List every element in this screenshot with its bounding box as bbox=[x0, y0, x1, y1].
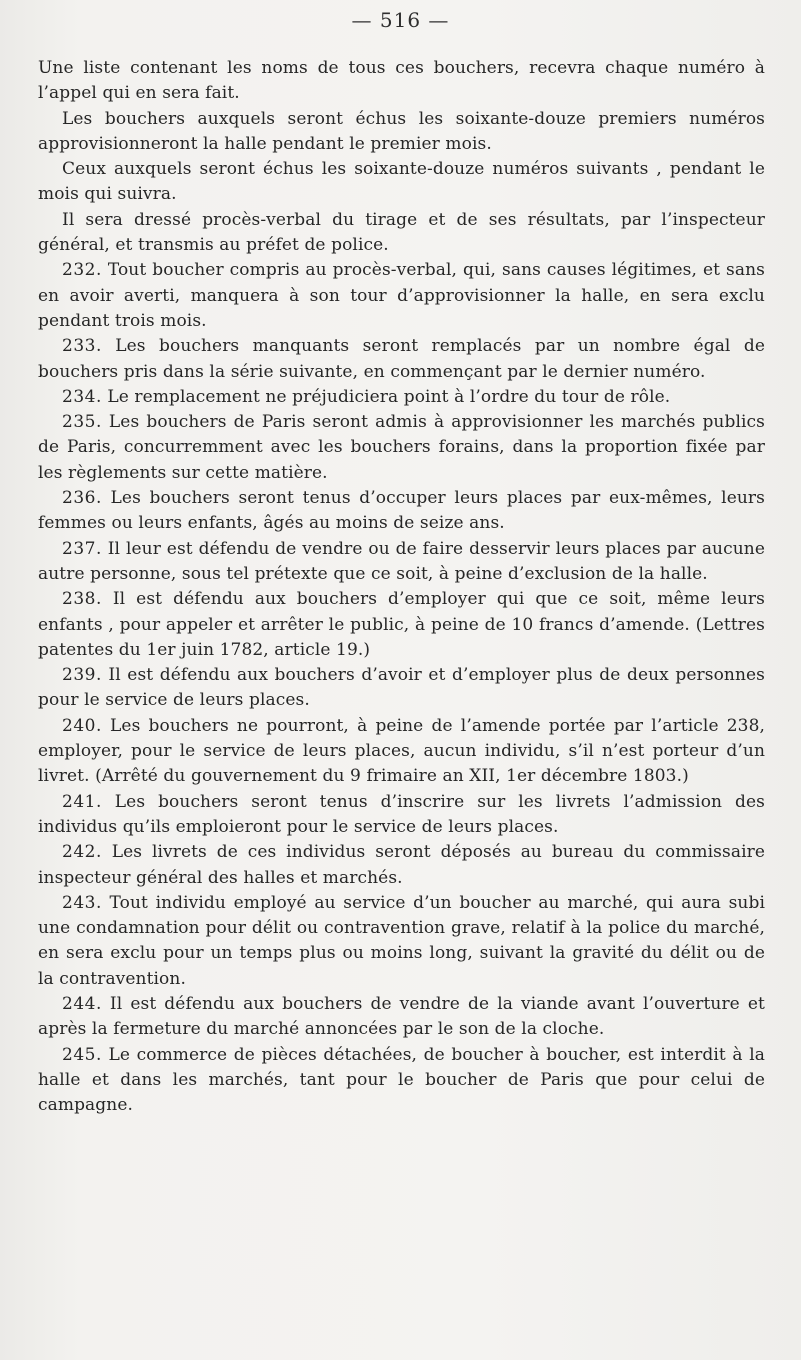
article-number: 243. bbox=[62, 892, 102, 913]
paragraph bbox=[38, 1043, 765, 1119]
paragraph bbox=[38, 385, 765, 410]
article-number: 237. bbox=[62, 538, 102, 559]
paragraph bbox=[38, 258, 765, 334]
paragraph-text: Les bouchers manquants seront remplacés par un nombre égal de bouchers pris dans la série suivante, en commençant par le dernier numéro. bbox=[38, 336, 765, 382]
article-number: 235. bbox=[62, 412, 102, 433]
paragraph-text: Le commerce de pièces détachées, de boucher à boucher, est interdit à la halle et dans les marchés, tant pour le boucher de Paris que pour celui de campagne. bbox=[38, 1044, 765, 1116]
paragraph-text: Les bouchers seront tenus d’inscrire sur les livrets l’admission des individus qu’ils emploieront pour le service de leurs places. bbox=[38, 791, 765, 837]
paragraph bbox=[38, 790, 765, 841]
paragraph-text: Ceux auxquels seront échus les soixante-douze numéros suivants , pendant le mois qui suivra. bbox=[38, 159, 765, 205]
article-number: 244. bbox=[62, 993, 102, 1014]
paragraph bbox=[38, 56, 765, 107]
article-number: 242. bbox=[62, 842, 102, 863]
page-body bbox=[38, 56, 765, 1118]
paragraph-text: Les bouchers ne pourront, à peine de l’amende portée par l’article 238, employer, pour le service de leurs places, aucun individu, s’il n’est porteur d’un livret. (Arrêté du gouvernement du 9 frimaire an XII, 1er décembre 1803.) bbox=[38, 715, 765, 787]
article-number: 239. bbox=[62, 665, 102, 686]
paragraph bbox=[38, 157, 765, 208]
paragraph-text: Tout individu employé au service d’un boucher au marché, qui aura subi une condamnation pour délit ou contravention grave, relatif à la police du marché, en sera exclu pour un temps plus ou moins long, suivant la gravité du délit ou de la contravention. bbox=[38, 892, 765, 989]
paragraph bbox=[38, 334, 765, 385]
paragraph-text: Les bouchers seront tenus d’occuper leurs places par eux-mêmes, leurs femmes ou leurs enfants, âgés au moins de seize ans. bbox=[38, 488, 765, 534]
paragraph-text: Les bouchers auxquels seront échus les soixante-douze premiers numéros approvisionneront la halle pendant le premier mois. bbox=[38, 108, 765, 154]
article-number: 241. bbox=[62, 791, 102, 812]
paragraph-text: Les bouchers de Paris seront admis à approvisionner les marchés publics de Paris, concurremment avec les bouchers forains, dans la proportion fixée par les règlements sur cette matière. bbox=[38, 412, 765, 483]
article-number: 238. bbox=[62, 589, 102, 610]
paragraph bbox=[38, 107, 765, 158]
article-number: 232. bbox=[62, 260, 102, 281]
article-number: 240. bbox=[62, 715, 102, 736]
article-number: 233. bbox=[62, 336, 102, 357]
paragraph bbox=[38, 410, 765, 486]
paragraph-text: Une liste contenant les noms de tous ces bouchers, recevra chaque numéro à l’appel qui en sera fait. bbox=[38, 58, 765, 104]
paragraph-text: Le remplacement ne préjudiciera point à l’ordre du tour de rôle. bbox=[107, 386, 671, 407]
paragraph-text: Tout boucher compris au procès-verbal, qui, sans causes légitimes, et sans en avoir averti, manquera à son tour d’approvisionner la halle, en sera exclu pendant trois mois. bbox=[38, 260, 765, 331]
paragraph bbox=[38, 663, 765, 714]
paragraph bbox=[38, 714, 765, 790]
paragraph bbox=[38, 891, 765, 992]
paragraph bbox=[38, 208, 765, 259]
paragraph bbox=[38, 587, 765, 663]
paragraph-text: Les livrets de ces individus seront déposés au bureau du commissaire inspecteur général des halles et marchés. bbox=[38, 842, 765, 888]
paragraph bbox=[38, 486, 765, 537]
paragraph-text: Il est défendu aux bouchers de vendre de la viande avant l’ouverture et après la fermeture du marché annoncées par le son de la cloche. bbox=[38, 993, 765, 1040]
paragraph bbox=[38, 537, 765, 588]
article-number: 236. bbox=[62, 488, 102, 509]
article-number: 245. bbox=[62, 1044, 102, 1065]
paragraph bbox=[38, 992, 765, 1043]
paragraph-text: Il sera dressé procès-verbal du tirage et de ses résultats, par l’inspecteur général, et transmis au préfet de police. bbox=[38, 209, 765, 256]
paragraph-text: Il leur est défendu de vendre ou de faire desservir leurs places par aucune autre personne, sous tel prétexte que ce soit, à peine d’exclusion de la halle. bbox=[38, 538, 765, 584]
paragraph-text: Il est défendu aux bouchers d’employer qui que ce soit, même leurs enfants , pour appeler et arrêter le public, à peine de 10 francs d’amende. (Lettres patentes du 1er juin 1782, article 19.) bbox=[38, 589, 765, 660]
page-number: — 516 — bbox=[351, 8, 450, 32]
article-number: 234. bbox=[62, 386, 102, 407]
paragraph bbox=[38, 840, 765, 891]
paragraph-text: Il est défendu aux bouchers d’avoir et d’employer plus de deux personnes pour le service de leurs places. bbox=[38, 665, 765, 711]
